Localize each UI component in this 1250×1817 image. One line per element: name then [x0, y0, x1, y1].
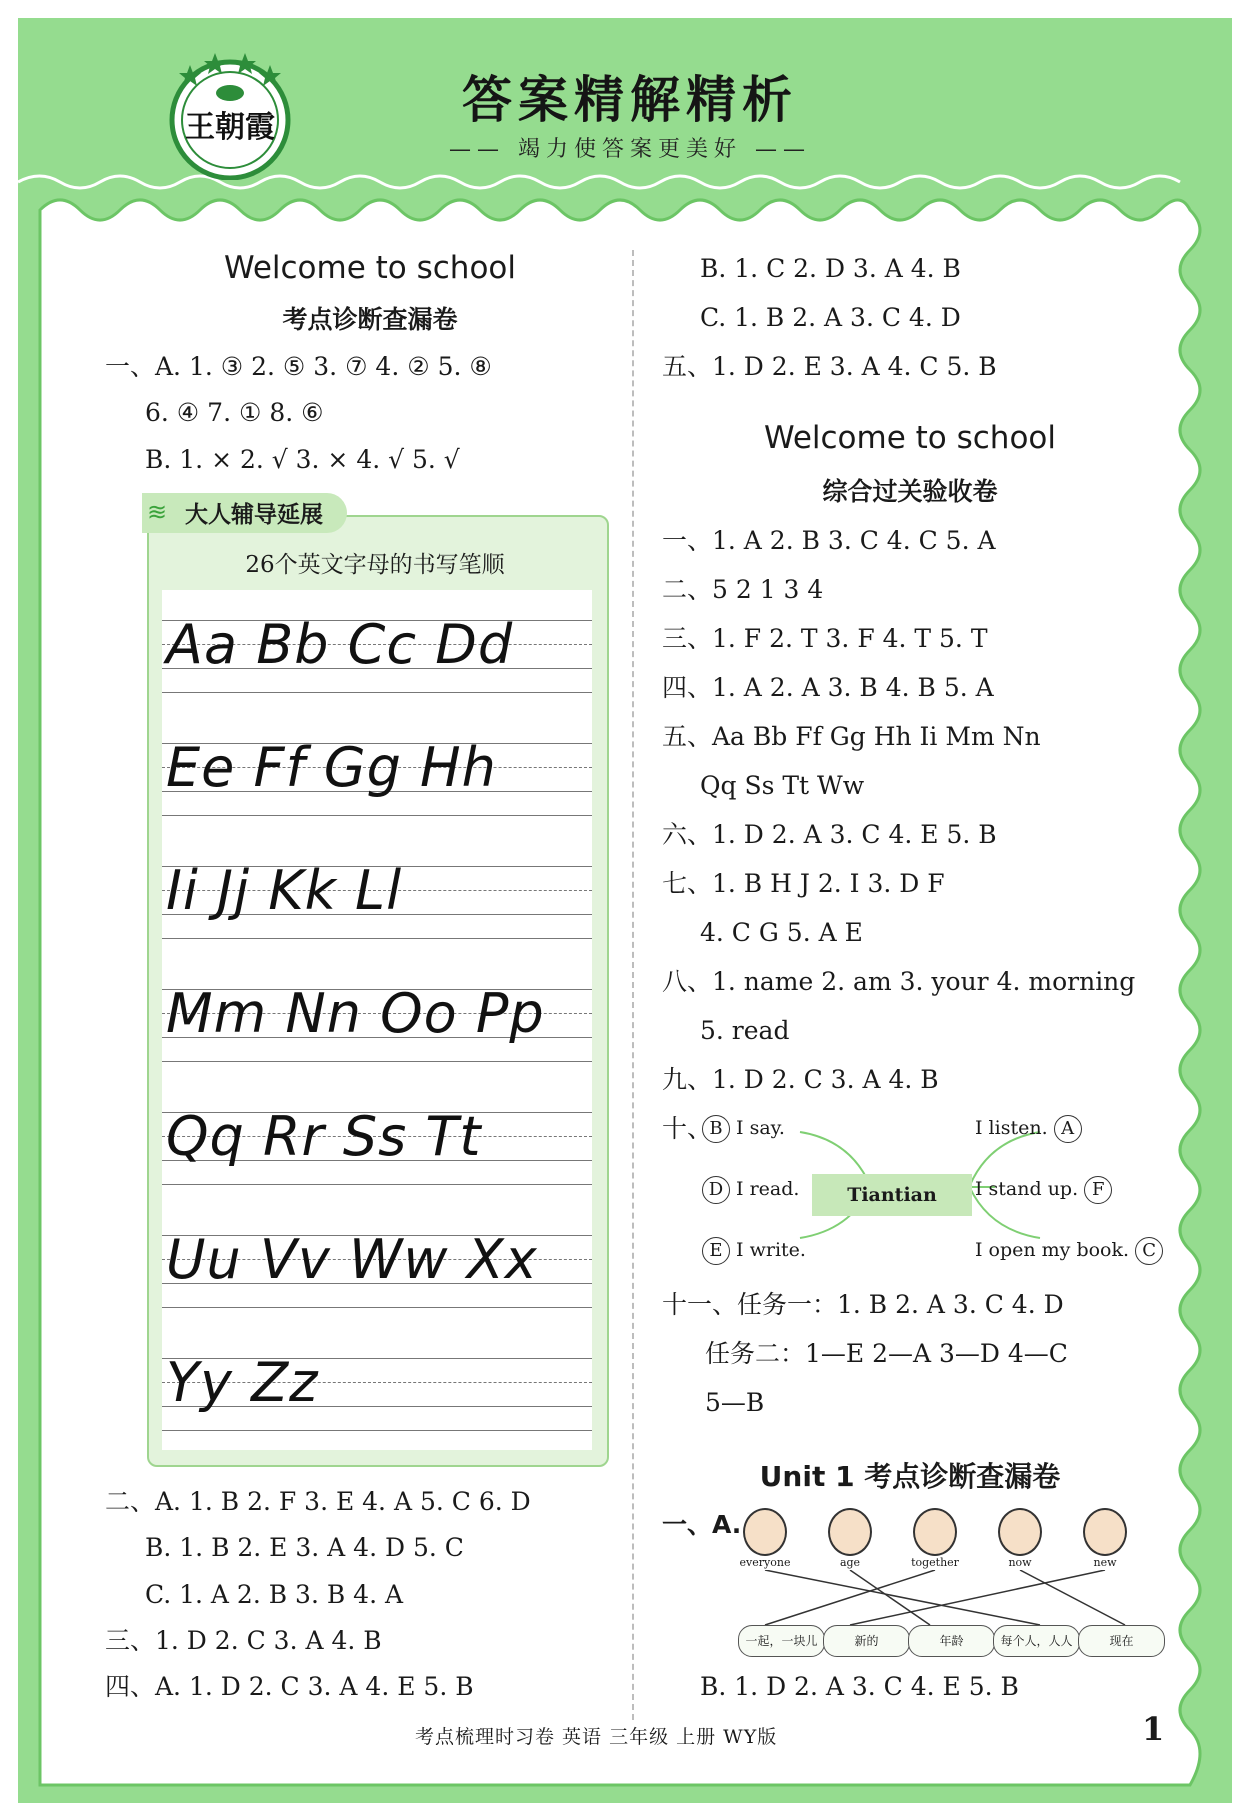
letter-practice-area [162, 590, 592, 1450]
answer-line: 5. read [700, 1016, 790, 1045]
letter-row-text: Uu Vv Ww Xx [166, 1228, 538, 1291]
answer-line: 三、1. D 2. C 3. A 4. B [105, 1626, 382, 1655]
mindmap-item-right: I open my book. C [975, 1237, 1163, 1265]
answer-line: 八、1. name 2. am 3. your 4. morning [662, 967, 1136, 996]
letter-row [162, 610, 592, 684]
answer-line: B. 1. D 2. A 3. C 4. E 5. B [700, 1672, 1019, 1701]
answer-line: 6. ④ 7. ① 8. ⑥ [145, 398, 324, 427]
letter-row-text: Yy Zz [166, 1351, 319, 1414]
answer-line: 九、1. D 2. C 3. A 4. B [662, 1065, 939, 1094]
answer-line: 五、1. D 2. E 3. A 4. C 5. B [662, 352, 997, 381]
box-caption: 26个英文字母的书写笔顺 [245, 552, 505, 578]
letter-row [162, 733, 592, 807]
mindmap-item-left: B I say. [702, 1115, 785, 1143]
answer-line: 一、A. 1. ③ 2. ⑤ 3. ⑦ 4. ② 5. ⑧ [105, 352, 492, 381]
page-subtitle: —— 竭力使答案更美好 —— [449, 137, 811, 162]
kid-figure: new [1075, 1508, 1135, 1569]
answer-line: 六、1. D 2. A 3. C 4. E 5. B [662, 820, 997, 849]
mindmap-center: Tiantian [812, 1174, 972, 1216]
mindmap-item-right: I listen. A [975, 1115, 1082, 1143]
letter-row [162, 1102, 592, 1176]
answer-line: B. 1. C 2. D 3. A 4. B [700, 254, 961, 283]
publisher-logo [160, 45, 300, 180]
answer-line: 4. C G 5. A E [700, 918, 863, 947]
word-bottle: 现在 [1078, 1625, 1165, 1657]
answer-line: 5—B [705, 1388, 765, 1417]
answer-line: 二、5 2 1 3 4 [662, 575, 824, 604]
answer-line: Qq Ss Tt Ww [700, 771, 865, 800]
footer-text: 考点梳理时习卷 英语 三年级 上册 WY版 [415, 1726, 778, 1748]
letter-row [162, 1348, 592, 1422]
kid-figure: everyone [735, 1508, 795, 1569]
kid-figure: together [905, 1508, 965, 1569]
word-bottle: 一起，一块儿 [738, 1625, 825, 1657]
left-section-title: Welcome to school [223, 250, 517, 286]
answer-line: 七、1. B H J 2. I 3. D F [662, 869, 945, 898]
answer-line: 一、1. A 2. B 3. C 4. C 5. A [662, 526, 996, 555]
answer-line: C. 1. B 2. A 3. C 4. D [700, 303, 961, 332]
left-section-subtitle: 考点诊断查漏卷 [282, 305, 458, 334]
wave-icon: ≋ [147, 498, 168, 526]
answer-line: 五、Aa Bb Ff Gg Hh Ii Mm Nn [662, 722, 1041, 751]
kid-figure: now [990, 1508, 1050, 1569]
answer-line: 四、A. 1. D 2. C 3. A 4. E 5. B [105, 1672, 474, 1701]
letter-row [162, 979, 592, 1053]
right-section-title: Welcome to school [763, 420, 1057, 456]
matching-lines [740, 1570, 1160, 1630]
unit-label: 一、A. [662, 1510, 742, 1539]
letter-row-text: Ii Jj Kk Ll [166, 859, 403, 922]
box-label: 大人辅导延展 [185, 502, 323, 528]
letter-row-text: Ee Ff Gg Hh [166, 736, 497, 799]
page-title: 答案精解精析 [462, 71, 798, 129]
word-bottle: 每个人，人人 [993, 1625, 1080, 1657]
answer-line: 任务二：1—E 2—A 3—D 4—C [705, 1339, 1068, 1368]
answer-line: B. 1. × 2. √ 3. × 4. √ 5. √ [145, 445, 460, 474]
kid-figure: age [820, 1508, 880, 1569]
q10-label: 十、 [662, 1114, 713, 1143]
letter-row-text: Qq Rr Ss Tt [166, 1105, 482, 1168]
mindmap-item-right: I stand up. F [975, 1176, 1112, 1204]
unit-title: Unit 1 考点诊断查漏卷 [759, 1460, 1061, 1493]
answer-line: 二、A. 1. B 2. F 3. E 4. A 5. C 6. D [105, 1487, 531, 1516]
letter-row [162, 1225, 592, 1299]
right-section-subtitle: 综合过关验收卷 [822, 477, 998, 506]
answer-line: B. 1. B 2. E 3. A 4. D 5. C [145, 1533, 464, 1562]
letter-row-text: Aa Bb Cc Dd [166, 613, 514, 676]
letter-row-text: Mm Nn Oo Pp [166, 982, 545, 1045]
answer-line: 十一、任务一：1. B 2. A 3. C 4. D [662, 1290, 1064, 1319]
logo-text: 王朝霞 [185, 110, 275, 145]
column-divider [632, 250, 634, 1720]
mindmap-item-left: D I read. [702, 1176, 799, 1204]
answer-line: 四、1. A 2. A 3. B 4. B 5. A [662, 673, 994, 702]
word-bottle: 新的 [823, 1625, 910, 1657]
mindmap-item-left: E I write. [702, 1237, 806, 1265]
answer-line: 三、1. F 2. T 3. F 4. T 5. T [662, 624, 988, 653]
word-bottle: 年龄 [908, 1625, 995, 1657]
answer-line: C. 1. A 2. B 3. B 4. A [145, 1580, 404, 1609]
letter-row [162, 856, 592, 930]
page-number: 1 [1142, 1710, 1165, 1748]
